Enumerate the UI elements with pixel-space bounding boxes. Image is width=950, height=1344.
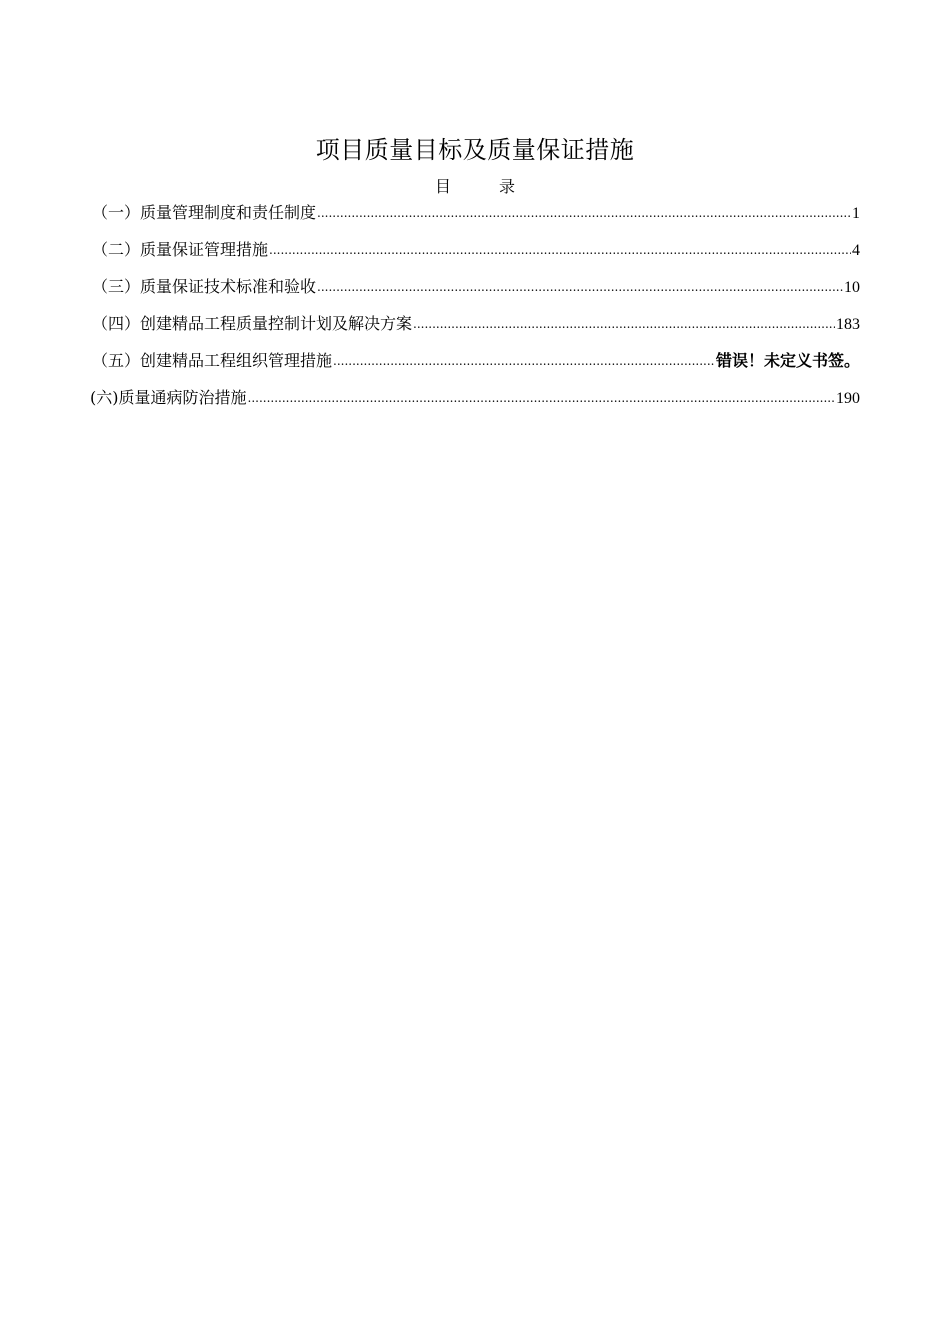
table-of-contents <box>90 200 860 422</box>
toc-entry-page: 10 <box>844 279 860 296</box>
toc-entry-label: （五）创建精品工程组织管理措施 <box>92 351 333 370</box>
toc-entry-page: 190 <box>836 390 860 407</box>
toc-entry-1[interactable] <box>90 200 860 237</box>
toc-entry-4[interactable] <box>90 311 860 348</box>
toc-entry-label: （三）质量保证技术标准和验收 <box>92 277 317 296</box>
toc-dot-leader <box>317 202 851 224</box>
toc-entry-page-error: 错误！未定义书签。 <box>715 351 860 370</box>
toc-entry-page: 4 <box>852 242 860 259</box>
toc-entry-label: （一）质量管理制度和责任制度 <box>92 203 317 222</box>
toc-entry-label: （四）创建精品工程质量控制计划及解决方案 <box>92 314 413 333</box>
toc-dot-leader <box>317 276 843 298</box>
toc-entry-2[interactable] <box>90 237 860 274</box>
toc-heading-right: 录 <box>499 177 516 196</box>
document-title: 项目质量目标及质量保证措施 <box>315 136 635 164</box>
toc-dot-leader <box>248 387 836 409</box>
toc-entry-6[interactable] <box>90 385 860 422</box>
toc-entry-3[interactable] <box>90 274 860 311</box>
toc-dot-leader <box>333 350 715 372</box>
toc-entry-page: 183 <box>836 316 860 333</box>
toc-entry-5[interactable] <box>90 348 860 385</box>
toc-dot-leader <box>269 239 851 261</box>
toc-heading <box>0 176 950 198</box>
toc-heading-left: 目 <box>434 177 451 196</box>
toc-entry-label: （二）质量保证管理措施 <box>92 240 269 259</box>
toc-dot-leader <box>413 313 835 335</box>
toc-entry-label: (六)质量通病防治措施 <box>90 388 247 407</box>
toc-entry-page: 1 <box>852 205 860 222</box>
